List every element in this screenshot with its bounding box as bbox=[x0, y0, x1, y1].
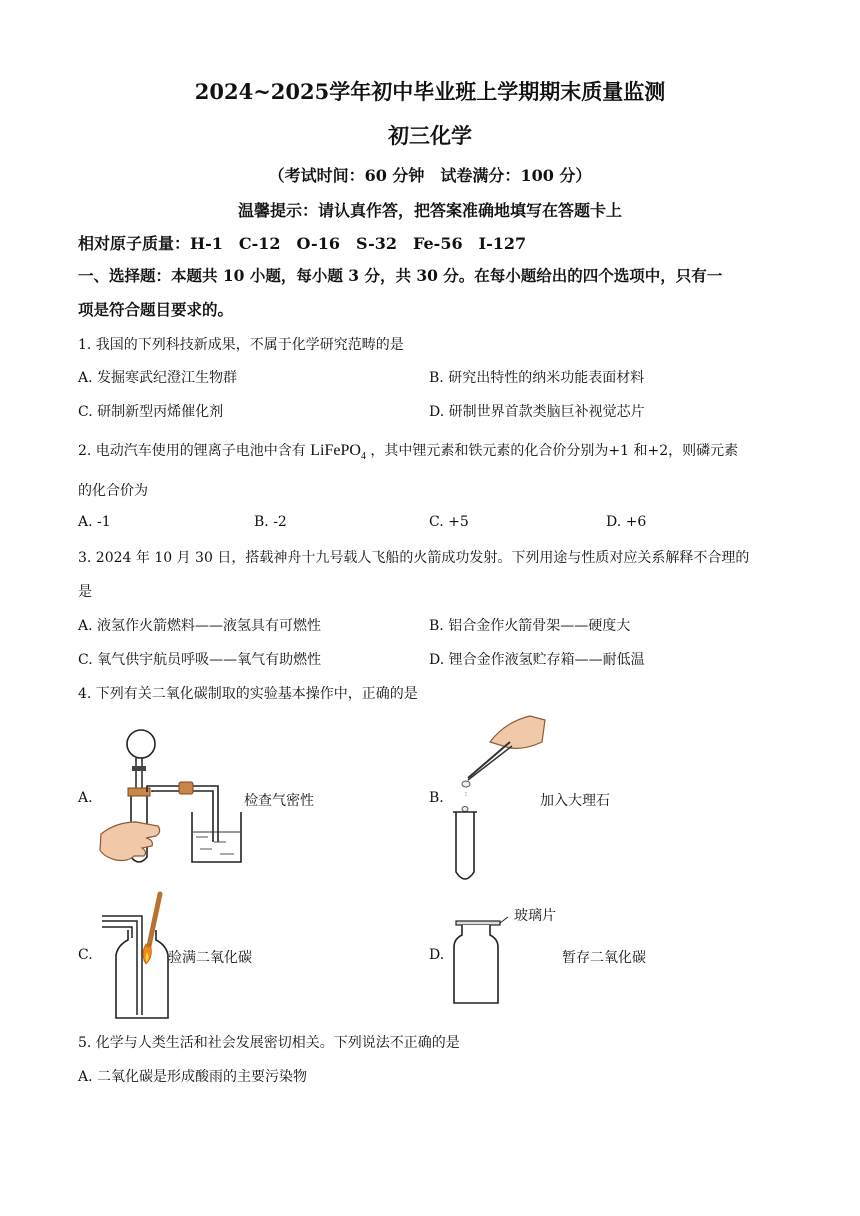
airtightness-check-figure bbox=[96, 722, 246, 872]
q1-option-c[interactable]: C. 研制新型丙烯催化剂 bbox=[78, 404, 224, 420]
q4-option-d-label: 暂存二氧化碳 bbox=[562, 950, 646, 966]
q2-stem-part2: ，其中锂元素和铁元素的化合价分别为+1 和+2，则磷元素 bbox=[370, 443, 739, 459]
q2-stem-line2: 的化合价为 bbox=[78, 483, 148, 499]
section-heading-line1: 一、选择题：本题共 10 小题，每小题 3 分，共 30 分。在每小题给出的四个选项中，只有一 bbox=[78, 266, 723, 285]
glass-plate-label: 玻璃片 bbox=[514, 908, 556, 924]
q4-stem: 4. 下列有关二氧化碳制取的实验基本操作中，正确的是 bbox=[78, 686, 418, 702]
q4-option-a-label: 检查气密性 bbox=[244, 793, 314, 809]
formula-subscript: 4 bbox=[360, 451, 366, 463]
q3-stem-line2: 是 bbox=[78, 584, 92, 600]
q3-option-c[interactable]: C. 氧气供宇航员呼吸——氧气有助燃性 bbox=[78, 652, 322, 668]
q3-option-d[interactable]: D. 锂合金作液氢贮存箱——耐低温 bbox=[429, 652, 645, 668]
q1-option-d[interactable]: D. 研制世界首款类脑巨补视觉芯片 bbox=[429, 404, 645, 420]
q3-option-b[interactable]: B. 铝合金作火箭骨架——硬度大 bbox=[429, 618, 631, 634]
q4-option-d-letter[interactable]: D. bbox=[429, 947, 445, 963]
q2-option-d[interactable]: D. +6 bbox=[606, 514, 647, 530]
tip: 温馨提示：请认真作答，把答案准确地填写在答题卡上 bbox=[237, 201, 622, 220]
q5-stem: 5. 化学与人类生活和社会发展密切相关。下列说法不正确的是 bbox=[78, 1035, 460, 1051]
q4-option-a-letter[interactable]: A. bbox=[78, 790, 93, 806]
subject-title: 初三化学 bbox=[388, 123, 472, 148]
q4-option-b-letter[interactable]: B. bbox=[429, 790, 444, 806]
store-co2-figure bbox=[448, 915, 508, 1007]
q3-option-a[interactable]: A. 液氢作火箭燃料——液氢具有可燃性 bbox=[78, 618, 322, 634]
atomic-mass: 相对原子质量：H-1 C-12 O-16 S-32 Fe-56 I-127 bbox=[78, 234, 527, 253]
q2-stem bbox=[78, 440, 738, 462]
q4-option-b-label: 加入大理石 bbox=[540, 793, 610, 809]
q1-stem: 1. 我国的下列科技新成果，不属于化学研究范畴的是 bbox=[78, 337, 404, 353]
add-marble-figure bbox=[450, 712, 550, 887]
q4-option-c-label: 验满二氧化碳 bbox=[168, 950, 252, 966]
co2-full-check-figure bbox=[98, 890, 178, 1022]
q4-option-c-letter[interactable]: C. bbox=[78, 947, 93, 963]
section-heading-line2: 项是符合题目要求的。 bbox=[78, 300, 234, 319]
q2-option-a[interactable]: A. -1 bbox=[78, 514, 111, 530]
q5-option-a[interactable]: A. 二氧化碳是形成酸雨的主要污染物 bbox=[78, 1069, 308, 1085]
exam-info: （考试时间：60 分钟 试卷满分：100 分） bbox=[268, 166, 592, 185]
q3-stem-line1: 3. 2024 年 10 月 30 日，搭载神舟十九号载人飞船的火箭成功发射。下列用途与性质对应关系解释不合理的 bbox=[78, 550, 750, 566]
formula-main: LiFePO bbox=[310, 442, 361, 459]
exam-title: 2024~2025学年初中毕业班上学期期末质量监测 bbox=[194, 79, 666, 104]
q2-option-c[interactable]: C. +5 bbox=[429, 514, 469, 530]
q1-option-a[interactable]: A. 发掘寒武纪澄江生物群 bbox=[78, 370, 238, 386]
q2-stem-part1: 2. 电动汽车使用的锂离子电池中含有 bbox=[78, 443, 306, 459]
q2-option-b[interactable]: B. -2 bbox=[254, 514, 287, 530]
q1-option-b[interactable]: B. 研究出特性的纳米功能表面材料 bbox=[429, 370, 645, 386]
q2-formula bbox=[310, 442, 366, 463]
